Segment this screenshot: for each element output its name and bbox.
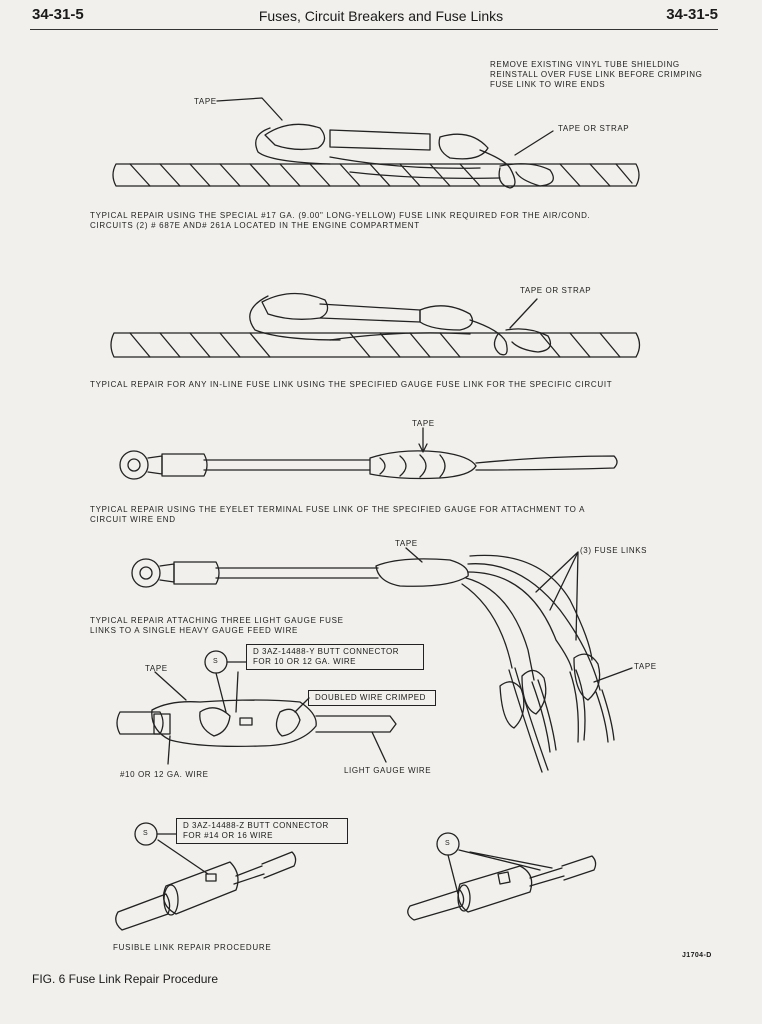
diagram5-doubled-leader: [295, 698, 309, 712]
page-number-right: 34-31-5: [666, 6, 718, 23]
diagram1-tape-label: TAPE: [194, 97, 217, 106]
diagram5-doubled-label: DOUBLED WIRE CRIMPED: [308, 690, 436, 706]
diagram1-strap-label: TAPE OR STRAP: [558, 124, 630, 133]
diagram5-tape-leader: [155, 672, 186, 700]
diagram3-tape-label: TAPE: [412, 419, 435, 428]
diagram6-caption: FUSIBLE LINK REPAIR PROCEDURE: [113, 943, 272, 952]
diagram1-caption: TYPICAL REPAIR USING THE SPECIAL #17 GA. (9.00" LONG-YELLOW) FUSE LINK REQUIRED FOR THE AIR/COND. CIRCUITS (2) # 687E AND# 261A LOCATED IN THE ENGINE COMPARTMENT: [90, 211, 591, 230]
diagram6-connector-left: [116, 852, 296, 930]
diagram3-eyelet-link: [120, 451, 617, 479]
figure-caption: FIG. 6 Fuse Link Repair Procedure: [32, 972, 219, 986]
diagram5-light-gauge-leader: [372, 732, 386, 762]
diagram1-strap-leader: [515, 131, 553, 155]
diagram5-butt-splice: [117, 700, 396, 746]
diagram5-tape-label: TAPE: [145, 664, 168, 673]
diagram5-wire-label: #10 OR 12 GA. WIRE: [120, 770, 209, 779]
diagram2-strap-label: TAPE OR STRAP: [520, 286, 592, 295]
diagram4-tape-right-label: TAPE: [634, 662, 657, 671]
diagram6-connector-box: D 3AZ-14488-Z BUTT CONNECTOR FOR #14 OR 16 WIRE: [176, 818, 348, 844]
diagram1-note: REMOVE EXISTING VINYL TUBE SHIELDING REINSTALL OVER FUSE LINK BEFORE CRIMPING FUSE LINK TO WIRE ENDS: [490, 60, 703, 89]
diagram2-wire: [111, 293, 640, 357]
diagram4-fuse-links-label: (3) FUSE LINKS: [580, 546, 648, 555]
diagram5-connector-leaders: [216, 662, 246, 712]
diagram6-right-s-symbol: S: [445, 840, 451, 847]
diagram1-tape-leader: [217, 98, 282, 120]
diagram2-caption: TYPICAL REPAIR FOR ANY IN-LINE FUSE LINK USING THE SPECIFIED GAUGE FUSE LINK FOR THE SPECIFIC CIRCUIT: [90, 380, 613, 389]
diagram3-caption: TYPICAL REPAIR USING THE EYELET TERMINAL FUSE LINK OF THE SPECIFIED GAUGE FOR ATTACHMENT TO A CIRCUIT WIRE END: [90, 505, 586, 524]
diagram5-s-symbol: S: [213, 658, 219, 665]
diagram5-light-gauge-label: LIGHT GAUGE WIRE: [344, 766, 432, 775]
diagram6-connector-right: [408, 856, 596, 920]
diagram4-caption: TYPICAL REPAIR ATTACHING THREE LIGHT GAUGE FUSE LINKS TO A SINGLE HEAVY GAUGE FEED WIRE: [90, 616, 344, 635]
page-title: Fuses, Circuit Breakers and Fuse Links: [258, 8, 504, 24]
diagram2-strap-leader: [510, 299, 537, 328]
diagram4-tape-label: TAPE: [395, 539, 418, 548]
diagram5-connector-box: D 3AZ-14488-Y BUTT CONNECTOR FOR 10 OR 12 GA. WIRE: [246, 644, 424, 670]
diagram6-s-symbol: S: [143, 830, 149, 837]
page-number-left: 34-31-5: [32, 6, 84, 23]
figure-code: J1704-D: [682, 952, 712, 959]
